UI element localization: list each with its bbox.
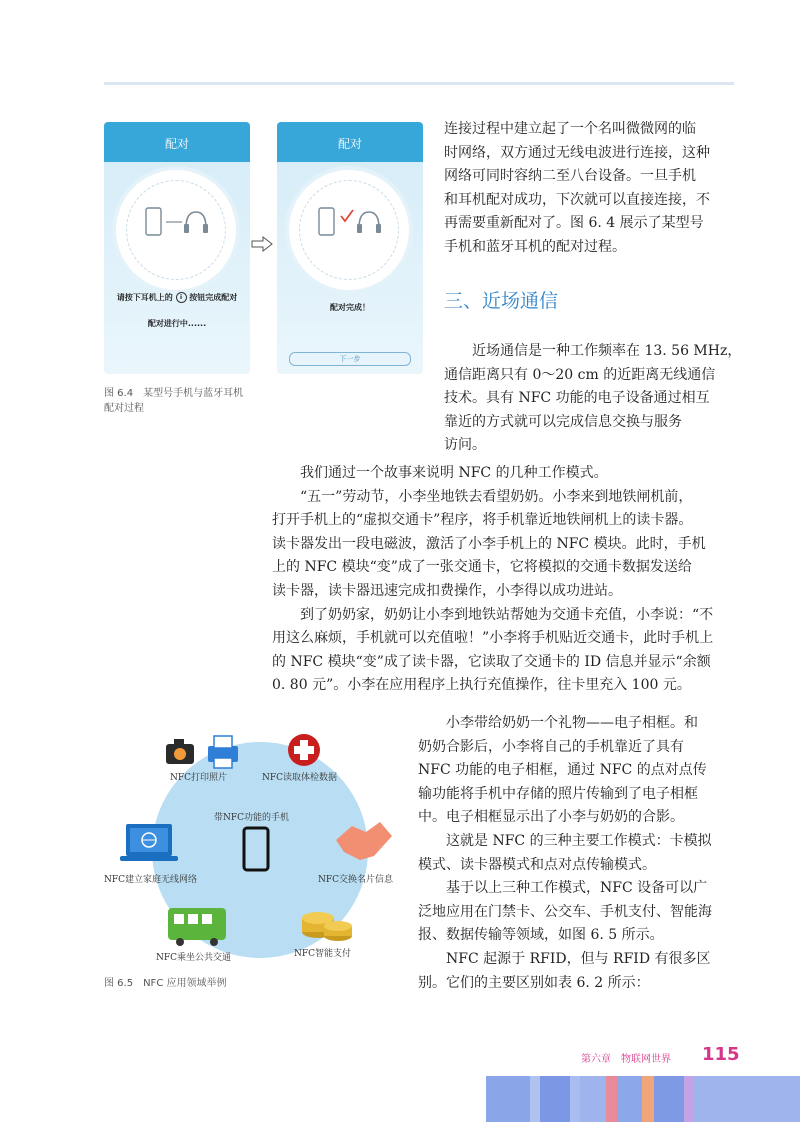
- info-icon: i: [176, 292, 187, 303]
- text-line: 0. 80 元”。小李在应用程序上执行充值操作，往卡里充入 100 元。: [272, 677, 691, 694]
- text-line: 技术。具有 NFC 功能的电子设备通过相互: [444, 390, 710, 407]
- text-line: NFC 起源于 RFID，但与 RFID 有很多区: [418, 950, 711, 967]
- text-line: 上的 NFC 模块“变”成了一张交通卡，它将模拟的交通卡数据发送给: [272, 559, 692, 576]
- text-line: 靠近的方式就可以完成信息交换与服务: [444, 413, 682, 430]
- phone-title: 配对: [337, 137, 362, 151]
- text-line: 连接过程中建立起了一个名叫微微网的临: [444, 121, 696, 137]
- text-line: 网络可同时容纳二至八台设备。一旦手机: [444, 168, 696, 185]
- text-line: 和耳机配对成功，下次就可以直接连接，不: [444, 191, 710, 208]
- label-center-phone: 带NFC功能的手机: [214, 813, 290, 823]
- pairing-instruction: 请按下耳机上的 i 按钮完成配对: [116, 293, 238, 302]
- text-line: “五一”劳动节，小李坐地铁去看望奶奶。小李来到地铁闸机前，: [272, 488, 693, 505]
- label-business-card: NFC交换名片信息: [318, 875, 394, 885]
- phone-screen-paired: [277, 122, 423, 374]
- phone-screen-pairing: [104, 122, 250, 374]
- paired-status: 配对完成！: [330, 303, 370, 312]
- label-public-transport: NFC乘坐公共交通: [156, 953, 232, 963]
- footer-color-bar: [486, 1076, 800, 1122]
- paragraph-nfc-modes: [418, 712, 748, 995]
- text-line: 别。它们的主要区别如表 6. 2 所示：: [418, 974, 650, 991]
- text-line: 中。电子相框显示出了小李与奶奶的合影。: [418, 809, 684, 826]
- page-number: 115: [702, 1044, 740, 1065]
- text-line: 报、数据传输等领域，如图 6. 5 所示。: [418, 927, 664, 944]
- text-line: 我们通过一个故事来说明 NFC 的几种工作模式。: [272, 465, 608, 481]
- text-line: 输功能将手机中存储的照片传输到了电子相框: [418, 785, 698, 802]
- text-line: 用这么麻烦，手机就可以充值啦！”小李将手机贴近交通卡，此时手机上: [272, 630, 714, 647]
- text-line: 访问。: [444, 437, 486, 454]
- paragraph-bluetooth: [444, 118, 744, 260]
- phone-title: 配对: [164, 137, 189, 151]
- section-title: 三、近场通信: [444, 290, 559, 312]
- text-line: 这就是 NFC 的三种主要工作模式：卡模拟: [418, 832, 712, 849]
- chapter-label: 第六章 物联网世界: [581, 1054, 671, 1065]
- text-line: 的 NFC 模块“变”成了读卡器，它读取了交通卡的 ID 信息并显示“余额: [272, 653, 711, 670]
- text-line: 小李带给奶奶一个礼物——电子相框。和: [418, 715, 698, 731]
- diagram-graphics: [104, 722, 404, 972]
- text-line: 奶奶合影后，小李将自己的手机靠近了具有: [418, 738, 684, 755]
- text-line: NFC 功能的电子相框，通过 NFC 的点对点传: [418, 762, 707, 779]
- text-line: 时网络，双方通过无线电波进行连接，这种: [444, 144, 710, 161]
- figure-caption: 图 6.4 某型号手机与蓝牙耳机 配对过程: [104, 388, 244, 414]
- text-line: 近场通信是一种工作频率在 13. 56 MHz，: [444, 343, 742, 359]
- header-rule: [104, 82, 734, 85]
- text-line: 再需要重新配对了。图 6. 4 展示了某型号: [444, 215, 704, 232]
- figure-caption: 图 6.5 NFC 应用领域举例: [104, 978, 227, 989]
- text-line: 读卡器，读卡器迅速完成扣费操作，小李得以成功进站。: [272, 582, 622, 599]
- text-line: 手机和蓝牙耳机的配对过程。: [444, 238, 626, 255]
- arrow-right-icon: [251, 236, 273, 252]
- nfc-application-diagram: [104, 722, 404, 972]
- phone-headphone-icon: [315, 204, 385, 244]
- label-home-network: NFC建立家庭无线网络: [104, 875, 198, 885]
- text-line: 通信距离只有 0～20 cm 的近距离无线通信: [444, 366, 716, 383]
- pairing-status: 配对进行中......: [147, 319, 207, 328]
- paragraph-story: [272, 462, 752, 698]
- text-line: 模式、读卡器模式和点对点传输模式。: [418, 856, 656, 873]
- label-medical-data: NFC读取体检数据: [262, 773, 338, 783]
- next-step-button[interactable]: 下一步: [289, 352, 411, 366]
- label-smart-payment: NFC智能支付: [294, 949, 352, 959]
- paragraph-nfc-intro: [444, 340, 744, 458]
- phone-headphone-icon: [142, 204, 212, 244]
- label-print-photo: NFC打印照片: [170, 773, 228, 783]
- text-line: 到了奶奶家，奶奶让小李到地铁站帮她为交通卡充值，小李说：“不: [272, 606, 714, 623]
- text-line: 基于以上三种工作模式，NFC 设备可以广: [418, 880, 708, 897]
- text-line: 读卡器发出一段电磁波，激活了小李手机上的 NFC 模块。此时，手机: [272, 535, 706, 552]
- text-line: 泛地应用在门禁卡、公交车、手机支付、智能海: [418, 903, 712, 920]
- text-line: 打开手机上的“虚拟交通卡”程序，将手机靠近地铁闸机上的读卡器。: [272, 512, 693, 529]
